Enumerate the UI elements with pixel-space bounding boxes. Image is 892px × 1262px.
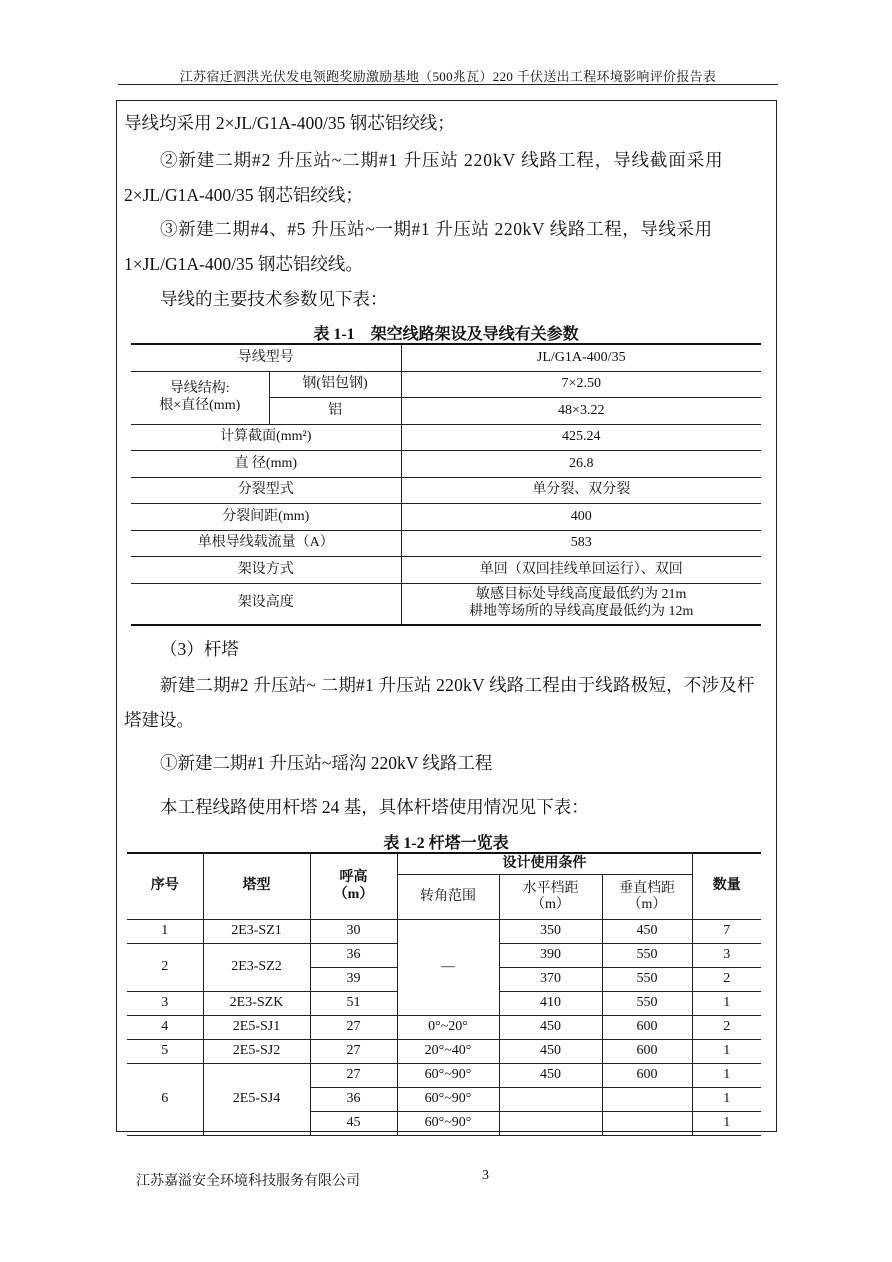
table-cell: JL/G1A-400/35 [401, 344, 761, 371]
header-hspan-line-2: （m） [531, 897, 570, 912]
cell-qty: 1 [692, 1064, 761, 1088]
cell-no: 2 [127, 944, 203, 992]
conductor-params-table [131, 343, 761, 626]
cell-hspan: 370 [499, 968, 602, 992]
table-row [127, 1064, 761, 1088]
cell-angle: 0°~20° [397, 1016, 499, 1040]
table-row [127, 1040, 761, 1064]
table-cell: 计算截面(mm²) [131, 424, 401, 451]
table-2-caption: 表 1-2 杆塔一览表 [383, 835, 509, 852]
header-qty: 数量 [692, 853, 761, 920]
table-cell: 583 [401, 530, 761, 557]
table-cell: 单根导线载流量（A） [131, 530, 401, 557]
page-header: 江苏宿迁泗洪光伏发电领跑奖励激励基地（500兆瓦）220 千伏送出工程环境影响评价报告表 [179, 69, 717, 84]
cell-height: 39 [310, 968, 397, 992]
table-cell [401, 583, 761, 625]
header-hspan-line-1: 水平档距 [522, 880, 579, 896]
tower-list-table [127, 852, 761, 1136]
height-value-line-2: 耕地等场所的导线高度最低约为 12m [469, 603, 694, 619]
table-cell [131, 371, 269, 424]
cell-type: 2E5-SJ1 [203, 1016, 310, 1040]
table-cell: 导线型号 [131, 344, 401, 371]
paragraph-1: 导线均采用 2×JL/G1A-400/35 钢芯铝绞线； [124, 113, 455, 133]
header-angle: 转角范围 [397, 875, 499, 920]
header-height-line-2: （m） [333, 886, 374, 902]
table-cell: 分裂间距(mm) [131, 504, 401, 531]
page-number: 3 [482, 1168, 489, 1183]
cell-height: 51 [310, 992, 397, 1016]
header-type: 塔型 [203, 853, 310, 920]
cell-vspan: 450 [602, 920, 692, 944]
cell-qty: 7 [692, 920, 761, 944]
cell-qty: 2 [692, 1016, 761, 1040]
height-value-line-1: 敏感目标处导线高度最低约为 21m [476, 587, 687, 603]
cell-vspan [602, 1088, 692, 1112]
cell-qty: 1 [692, 1088, 761, 1112]
cell-height: 27 [310, 1016, 397, 1040]
cell-height: 30 [310, 920, 397, 944]
cell-hspan [499, 1088, 602, 1112]
cell-vspan: 600 [602, 1064, 692, 1088]
cell-no: 4 [127, 1016, 203, 1040]
cell-vspan: 550 [602, 992, 692, 1016]
cell-qty: 1 [692, 1040, 761, 1064]
footer-company: 江苏嘉溢安全环境科技服务有限公司 [136, 1174, 360, 1189]
cell-qty: 3 [692, 944, 761, 968]
cell-angle: 60°~90° [397, 1088, 499, 1112]
paragraph-6-line-1: 新建二期#2 升压站~ 二期#1 升压站 220kV 线路工程由于线路极短，不涉及杆 [160, 675, 755, 695]
table-1-caption: 表 1-1 架空线路架设及导线有关参数 [313, 326, 579, 343]
header-no: 序号 [127, 853, 203, 920]
table-cell: 7×2.50 [401, 371, 761, 398]
table-row [131, 477, 761, 504]
cell-type: 2E3-SZK [203, 992, 310, 1016]
paragraph-5: （3）杆塔 [160, 639, 239, 659]
paragraph-3-line-1: ③新建二期#4、#5 升压站~一期#1 升压站 220kV 线路工程，导线采用 [160, 219, 713, 239]
cell-hspan: 350 [499, 920, 602, 944]
table-row [131, 451, 761, 478]
cell-vspan: 550 [602, 944, 692, 968]
paragraph-2-line-1: ②新建二期#2 升压站~二期#1 升压站 220kV 线路工程，导线截面采用 [160, 150, 724, 170]
table-cell: 铝 [269, 398, 401, 425]
table-header-row [127, 853, 761, 875]
header-design: 设计使用条件 [397, 853, 692, 875]
cell-vspan [602, 1112, 692, 1136]
cell-height: 45 [310, 1112, 397, 1136]
structure-label-line-2: 根×直径(mm) [159, 397, 241, 413]
header-vspan-line-1: 垂直档距 [619, 880, 675, 896]
paragraph-3-line-2: 1×JL/G1A-400/35 钢芯铝绞线。 [124, 254, 363, 274]
header-vspan [602, 875, 692, 920]
table-cell: 架设方式 [131, 557, 401, 584]
cell-qty: 1 [692, 992, 761, 1016]
table-cell: 400 [401, 504, 761, 531]
header-hspan [499, 875, 602, 920]
table-row [131, 530, 761, 557]
cell-hspan: 390 [499, 944, 602, 968]
cell-qty: 2 [692, 968, 761, 992]
cell-hspan [499, 1112, 602, 1136]
paragraph-7: ①新建二期#1 升压站~瑶沟 220kV 线路工程 [160, 753, 493, 773]
cell-height: 27 [310, 1064, 397, 1088]
structure-label-line-1: 导线结构: [169, 381, 230, 397]
header-height-line-1: 呼高 [339, 870, 368, 886]
cell-no: 6 [127, 1064, 203, 1136]
cell-hspan: 410 [499, 992, 602, 1016]
cell-hspan: 450 [499, 1016, 602, 1040]
cell-no: 5 [127, 1040, 203, 1064]
table-cell: 425.24 [401, 424, 761, 451]
cell-type: 2E5-SJ4 [203, 1064, 310, 1136]
cell-angle: 20°~40° [397, 1040, 499, 1064]
header-height [310, 853, 397, 920]
table-row [131, 424, 761, 451]
cell-hspan: 450 [499, 1064, 602, 1088]
table-cell: 架设高度 [131, 583, 401, 625]
paragraph-8: 本工程线路使用杆塔 24 基，具体杆塔使用情况见下表： [160, 797, 589, 817]
header-rule [118, 84, 778, 85]
cell-height: 36 [310, 944, 397, 968]
table-cell: 单回（双回挂线单回运行）、双回 [401, 557, 761, 584]
table-row [127, 920, 761, 944]
cell-type: 2E3-SZ2 [203, 944, 310, 992]
table-row [131, 344, 761, 371]
paragraph-6-line-2: 塔建设。 [124, 710, 194, 730]
table-cell: 单分裂、双分裂 [401, 477, 761, 504]
table-row [131, 557, 761, 584]
cell-type: 2E3-SZ1 [203, 920, 310, 944]
table-cell: 48×3.22 [401, 398, 761, 425]
cell-height: 27 [310, 1040, 397, 1064]
cell-angle-dash: — [397, 920, 499, 1016]
cell-qty: 1 [692, 1112, 761, 1136]
cell-no: 3 [127, 992, 203, 1016]
table-row [131, 504, 761, 531]
cell-height: 36 [310, 1088, 397, 1112]
table-cell: 钢(铝包钢) [269, 371, 401, 398]
cell-angle: 60°~90° [397, 1112, 499, 1136]
cell-vspan: 600 [602, 1040, 692, 1064]
paragraph-2-line-2: 2×JL/G1A-400/35 钢芯铝绞线； [124, 185, 363, 205]
table-row [127, 1016, 761, 1040]
cell-hspan: 450 [499, 1040, 602, 1064]
cell-vspan: 600 [602, 1016, 692, 1040]
table-row [131, 583, 761, 625]
cell-vspan: 550 [602, 968, 692, 992]
cell-angle: 60°~90° [397, 1064, 499, 1088]
paragraph-4: 导线的主要技术参数见下表： [160, 289, 388, 309]
cell-no: 1 [127, 920, 203, 944]
table-cell: 26.8 [401, 451, 761, 478]
table-row [131, 371, 761, 398]
table-cell: 分裂型式 [131, 477, 401, 504]
cell-type: 2E5-SJ2 [203, 1040, 310, 1064]
table-cell: 直 径(mm) [131, 451, 401, 478]
header-vspan-line-2: （m） [627, 897, 667, 912]
